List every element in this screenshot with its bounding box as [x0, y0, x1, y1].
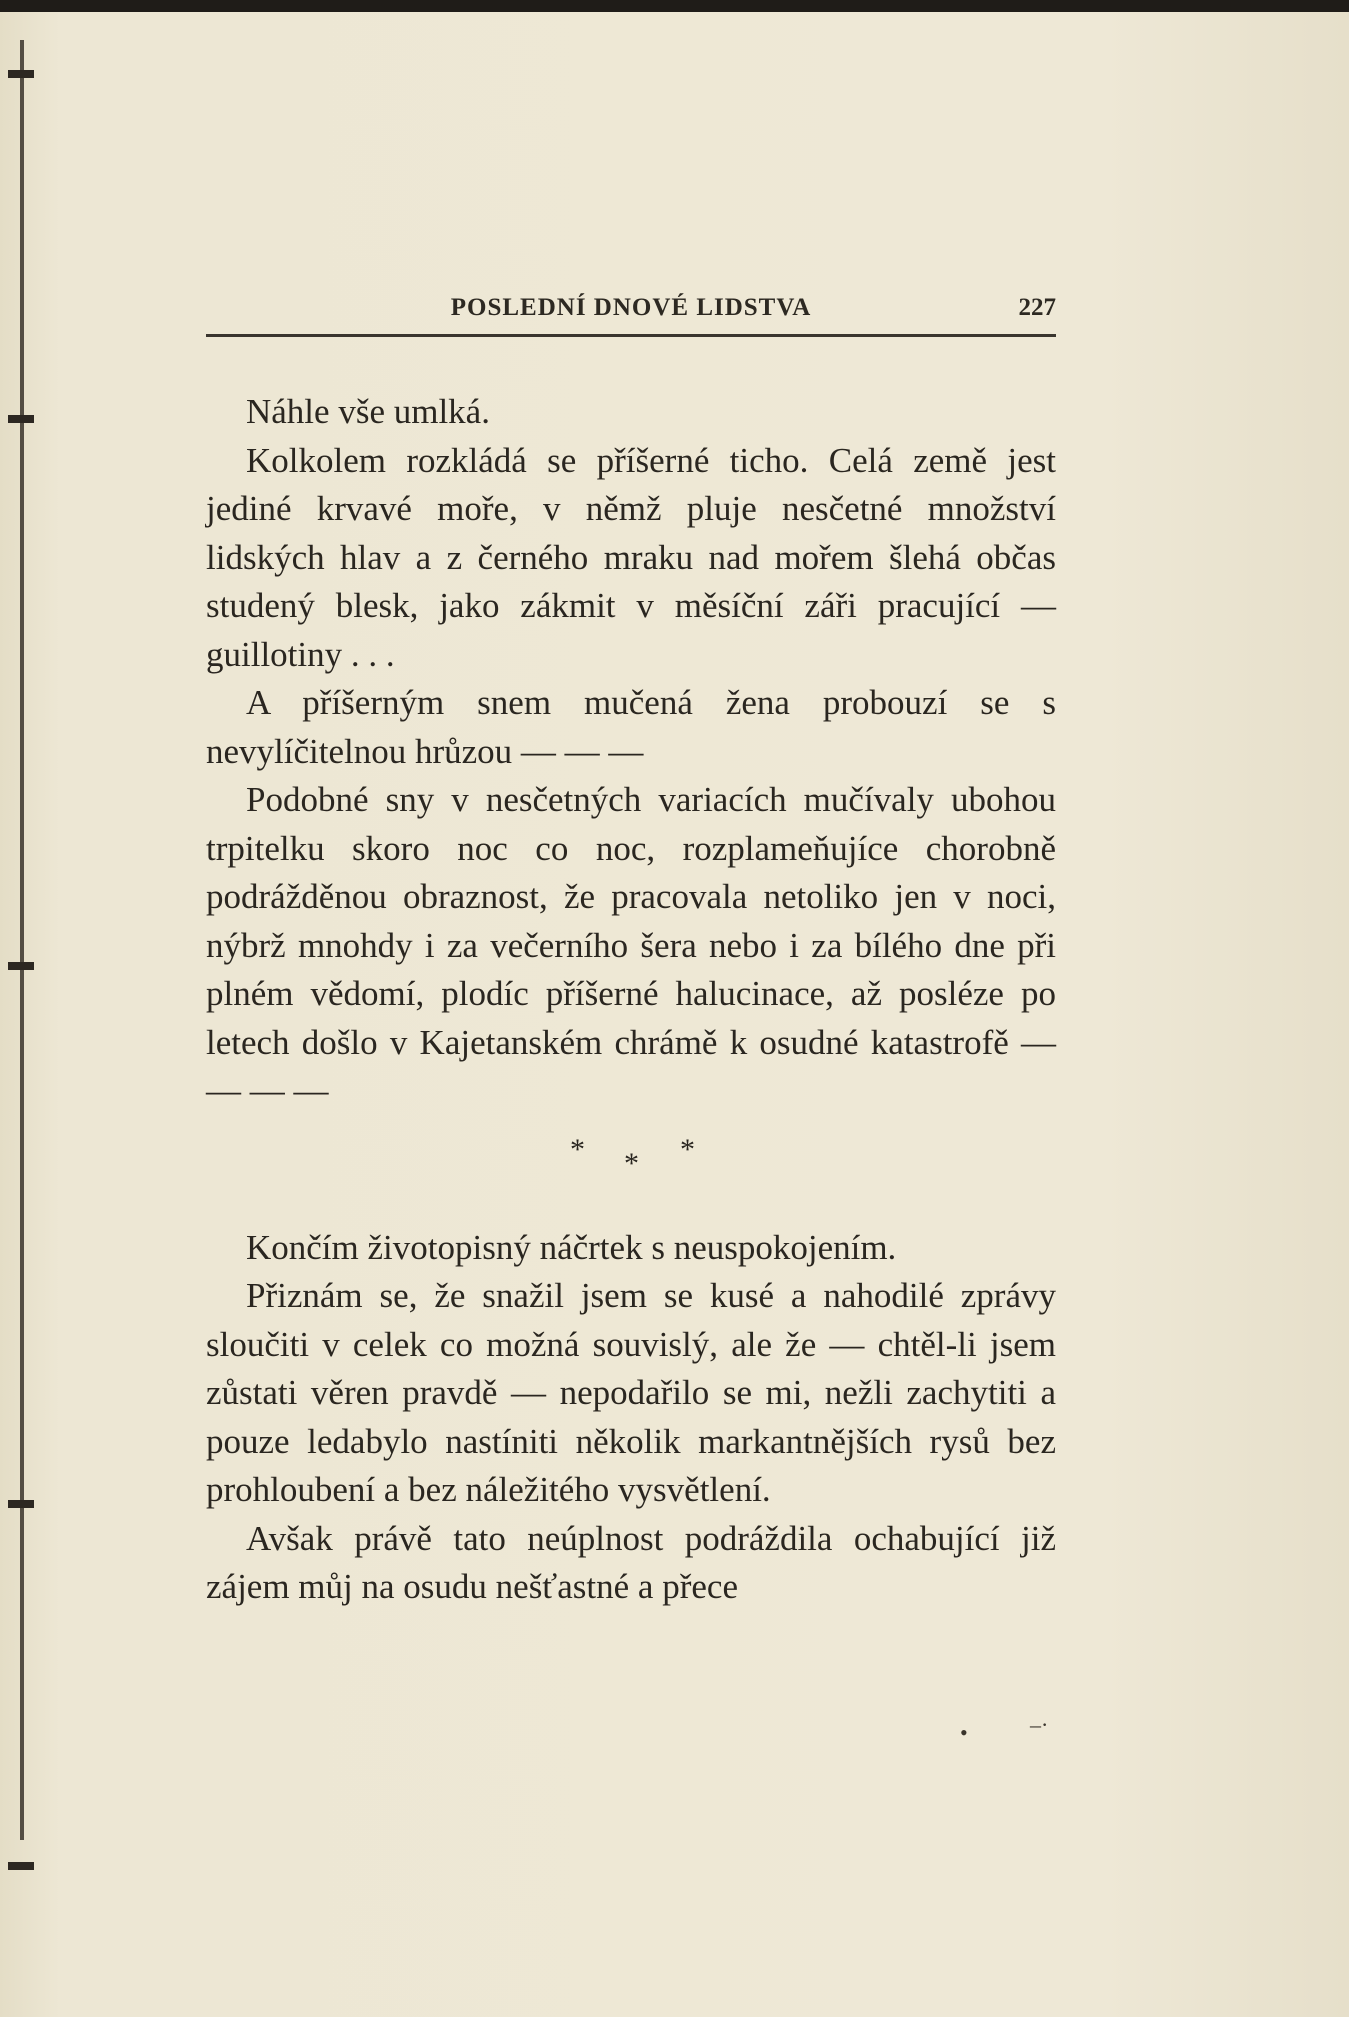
separator-star: * [624, 1146, 639, 1180]
footer-dot: • [960, 1720, 968, 1745]
paragraph: Podobné sny v nesčetných variacích mučívaly ubohou trpitelku skoro noc co noc, rozplameňujíce chorobně podrážděnou obraznost, že pracovala netoliko jen v noci, nýbrž mnohdy i za večerního šera nebo i za bílého dne při plném vědomí, plodíc příšerné halucinace, až posléze po letech došlo v Kajetanském chrámě k osudné katastrofě — — — — [206, 780, 1056, 1110]
binding-edge [20, 40, 24, 1840]
paragraph: Kolkolem rozkládá se příšerné ticho. Celá země jest jediné krvavé moře, v němž pluje nesčetné množství lidských hlav a z černého mraku nad mořem šlehá občas studený blesk, jako zákmit v měsíční záři pracující — guillotiny . . . [206, 440, 1056, 674]
separator-star: * [680, 1132, 695, 1166]
header-rule [206, 334, 1056, 337]
binding-notch [8, 415, 34, 423]
paragraph: Avšak právě tato neúplnost podráždila ochabující již zájem můj na osudu nešťastné a přece [206, 1518, 1056, 1606]
page-number: 227 [1018, 294, 1056, 321]
paragraph: Končím životopisný náčrtek s neuspokojením. [246, 1227, 897, 1267]
running-title: POSLEDNÍ DNOVÉ LIDSTVA [450, 294, 812, 321]
footer-dash: –· [1030, 1712, 1049, 1737]
separator-star: * [570, 1132, 585, 1166]
binding-notch [8, 1500, 34, 1508]
binding-notch [8, 70, 34, 78]
running-header [206, 292, 1056, 330]
section-separator [206, 1116, 1056, 1224]
paragraph: A příšerným snem mučená žena probouzí se s nevylíčitelnou hrůzou — — — [206, 683, 1056, 771]
binding-notch [8, 962, 34, 970]
binding-notch [8, 1862, 34, 1870]
paragraph: Přiznám se, že snažil jsem se kusé a nahodilé zprávy sloučiti v celek co možná souvislý, ale že — chtěl-li jsem zůstati věren pravdě — nepodařilo se mi, nežli zachytiti a pouze ledabylo nastíniti několik markantnějších rysů bez prohloubení a bez náležitého vysvětlení. [206, 1276, 1056, 1509]
page-top-edge [0, 0, 1349, 12]
body-text [206, 388, 1056, 1612]
paragraph: Náhle vše umlká. [246, 392, 490, 431]
